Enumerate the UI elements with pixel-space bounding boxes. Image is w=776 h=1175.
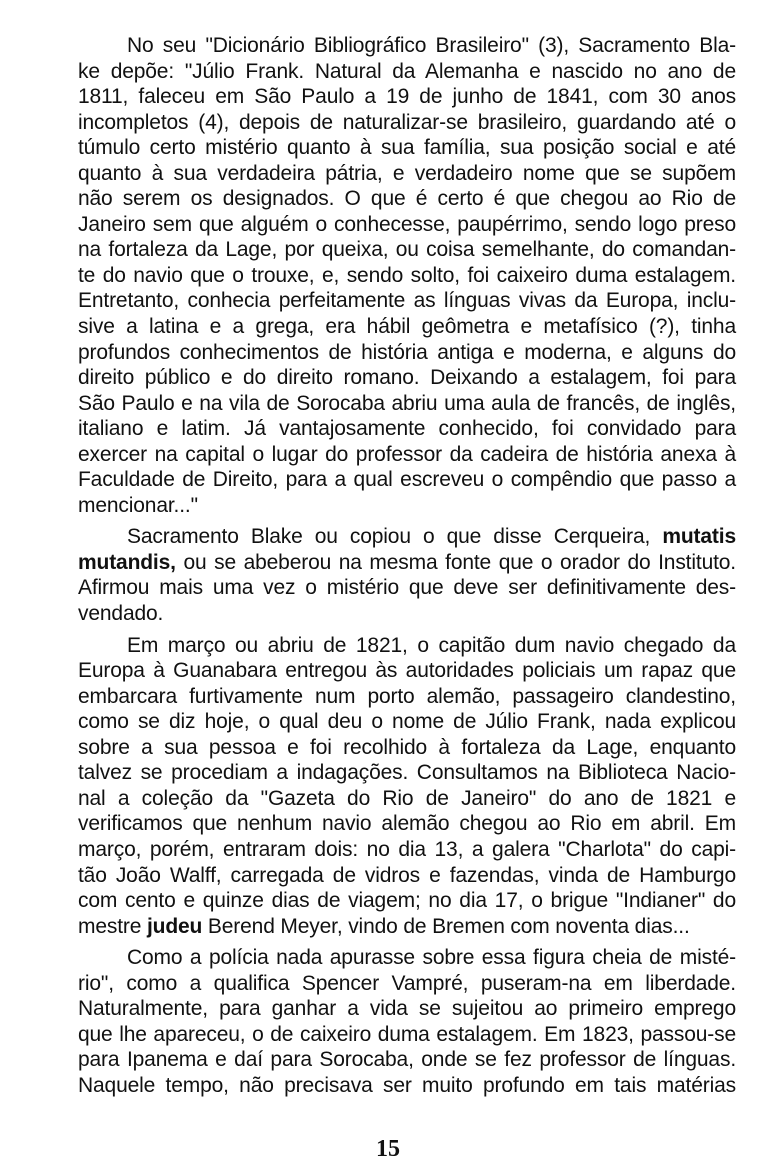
text-line: Europa à Guanabara entregou às autoridades policiais um rapaz que: [78, 659, 736, 683]
paragraph-1: [29, 33, 736, 518]
text-line: Naturalmente, para ganhar a vida se sujeitou ao primeiro emprego: [78, 997, 736, 1021]
text-line: No seu "Dicionário Bibliográfico Brasileiro" (3), Sacramento Bla-: [127, 34, 736, 57]
text-line: 1811, faleceu em São Paulo a 19 de junho de 1841, com 30 anos: [78, 85, 736, 109]
text-line: sobre a sua pessoa e foi recolhido à fortaleza da Lage, enquanto: [78, 735, 736, 759]
text-line: embarcara furtivamente num porto alemão, passageiro clandestino,: [78, 684, 736, 708]
text-line: rio", como a qualifica Spencer Vampré, puseram-na em liberdade.: [78, 971, 736, 995]
text-line: Janeiro sem que alguém o conhecesse, paupérrimo, sendo logo preso: [78, 212, 736, 236]
text-line: não serem os designados. O que é certo é que chegou ao Rio de: [78, 187, 736, 211]
paragraph-2: [29, 524, 736, 626]
text-line: com cento e quinze dias de viagem; no dia 17, o brigue "Indianer" do: [78, 889, 736, 913]
text-line: como se diz hoje, o qual deu o nome de Júlio Frank, nada explicou: [78, 710, 736, 734]
text-line: [29, 524, 736, 550]
text-run: ou se abeberou na mesma fonte que o orador do Instituto.: [175, 550, 736, 574]
text-run: Berend Meyer, vindo de Bremen com noventa dias...: [202, 914, 690, 938]
bold-term: mutandis,: [78, 550, 176, 574]
text-line: profundos conhecimentos de história antiga e moderna, e alguns do: [78, 340, 736, 364]
text-line: verificamos que nenhum navio alemão chegou ao Rio em abril. Em: [78, 812, 736, 836]
text-line: São Paulo e na vila de Sorocaba abriu uma aula de francês, de inglês,: [78, 391, 736, 415]
text-line: nal a coleção da "Gazeta do Rio de Janeiro" do ano de 1821 e: [78, 786, 736, 810]
text-line: direito público e do direito romano. Deixando a estalagem, foi para: [78, 366, 736, 390]
text-line: quanto à sua verdadeira pátria, e verdadeiro nome que se supõem: [78, 161, 736, 185]
text-line: na fortaleza da Lage, por queixa, ou coisa semelhante, do comandan-: [78, 238, 736, 262]
paragraph-3: [29, 633, 736, 940]
text-line: sive a latina e a grega, era hábil geômetra e metafísico (?), tinha: [78, 315, 736, 339]
text-line: talvez se procediam a indagações. Consultamos na Biblioteca Nacio-: [78, 761, 736, 785]
text-line: túmulo certo mistério quanto à sua família, sua posição social e até: [78, 136, 736, 160]
text-line: te do navio que o trouxe, e, sendo solto, foi caixeiro duma estalagem.: [78, 263, 736, 287]
text-line: Em março ou abriu de 1821, o capitão dum navio chegado da: [127, 633, 736, 657]
text-line: Naquele tempo, não precisava ser muito profundo em tais matérias: [78, 1073, 736, 1097]
text-line: que lhe apareceu, o de caixeiro duma estalagem. Em 1823, passou-se: [78, 1022, 736, 1046]
bold-term: judeu: [146, 914, 203, 938]
text-line: Faculdade de Direito, para a qual escreveu o compêndio que passo a: [78, 468, 736, 492]
document-page: [29, 33, 736, 1098]
bold-term: mutatis: [662, 525, 736, 549]
text-line: Entretanto, conhecia perfeitamente as línguas vivas da Europa, inclu-: [78, 289, 736, 313]
text-line: vendado.: [78, 602, 164, 626]
text-line: italiano e latim. Já vantajosamente conhecido, foi convidado para: [78, 417, 736, 441]
text-line: março, porém, entraram dois: no dia 13, a galera "Charlota" do capi-: [78, 837, 736, 861]
paragraph-4: [29, 945, 736, 1098]
page-number: 15: [376, 1136, 400, 1162]
text-run: Sacramento Blake ou copiou o que disse Cerqueira,: [127, 525, 663, 549]
text-line: exercer na capital o lugar do professor da cadeira de história anexa à: [78, 442, 736, 466]
text-line: incompletos (4), depois de naturalizar-se brasileiro, guardando até o: [78, 110, 736, 134]
text-line: mencionar...": [78, 493, 198, 517]
text-line: ke depõe: "Júlio Frank. Natural da Alemanha e nascido no ano de: [78, 59, 736, 83]
text-line: [29, 550, 736, 576]
text-line: para Ipanema e daí para Sorocaba, onde se fez professor de línguas.: [78, 1048, 736, 1072]
text-run: mestre: [78, 914, 147, 938]
text-line: Como a polícia nada apurasse sobre essa figura cheia de misté-: [127, 946, 736, 970]
text-line: [29, 914, 736, 940]
text-line: tão João Walff, carregada de vidros e fazendas, vinda de Hamburgo: [78, 863, 736, 887]
text-line: Afirmou mais uma vez o mistério que deve ser definitivamente des-: [78, 576, 736, 600]
